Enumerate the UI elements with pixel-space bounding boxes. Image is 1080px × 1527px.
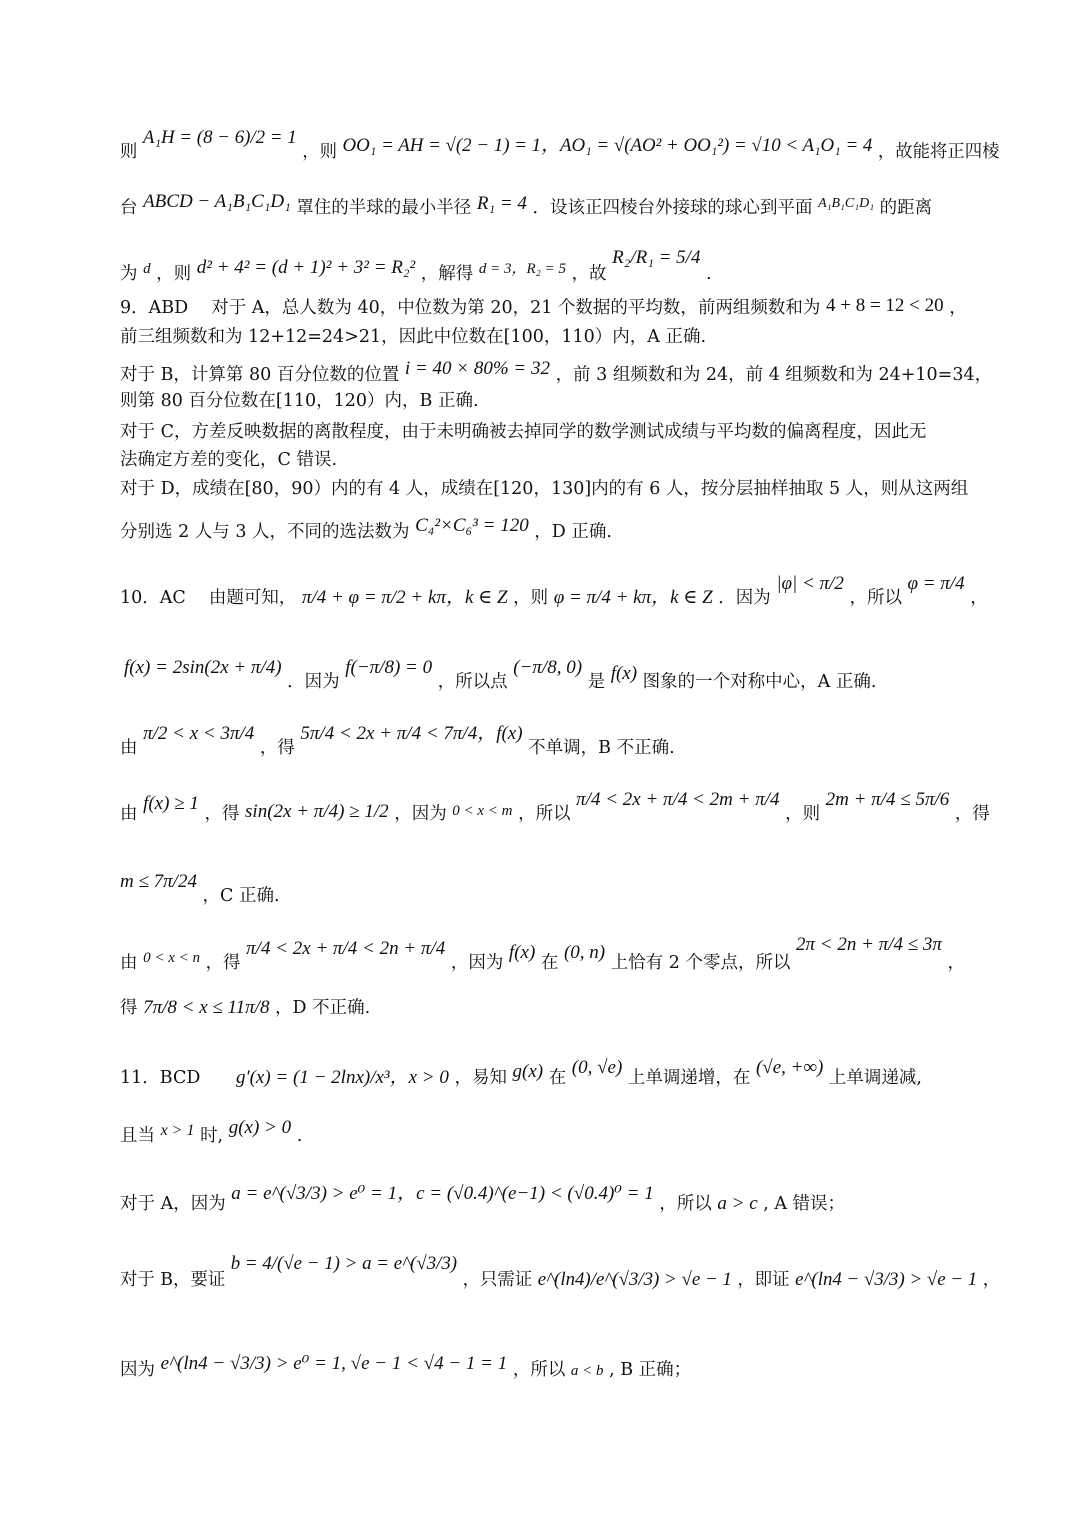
text: ，C 正确.: [202, 886, 280, 906]
text: 上单调递减,: [828, 1068, 922, 1088]
text: ，所以: [518, 804, 571, 824]
formula: i = 40 × 80% = 32: [404, 358, 550, 379]
sec9-line-4: 则第 80 百分位数在[110，120）内，B 正确.: [120, 391, 479, 411]
text: ，解得: [420, 264, 474, 284]
formula: e^(ln4 − √3/3) > e⁰ = 1, √e − 1 < √4 − 1 = 1: [160, 1353, 508, 1374]
text: 上单调递增，在: [627, 1068, 751, 1088]
sec9-line-7: 对于 D，成绩在[80，90）内的有 4 人，成绩在[120，130]内的有 6 人，按分层抽样抽取 5 人，则从这两组: [120, 479, 969, 499]
text: ，即证: [737, 1270, 790, 1290]
text: .: [296, 1126, 303, 1146]
sec9-line-1: [120, 296, 967, 320]
sec8-line-2: [120, 191, 933, 222]
formula: f(−π/8) = 0: [345, 657, 433, 678]
text: 台: [120, 198, 138, 218]
text: , B 正确；: [609, 1360, 692, 1380]
text: ，则: [513, 588, 549, 608]
sec11-line-5: [120, 1353, 692, 1383]
formula: x > 1: [160, 1122, 195, 1139]
formula: g(x) > 0: [228, 1117, 292, 1138]
text: ，则: [785, 804, 821, 824]
text: ，所以: [849, 588, 902, 608]
text: ．因为: [287, 672, 340, 692]
formula: b = 4/(√e − 1) > a = e^(√3/3): [230, 1253, 458, 1274]
text: 对于 B，计算第 80 百分位数的位置: [120, 365, 400, 385]
text: 且当: [120, 1126, 155, 1146]
text: 上恰有 2 个零点，所以: [610, 953, 791, 973]
sec11-line-3: [120, 1183, 846, 1216]
text: 是: [587, 672, 606, 692]
text: ，得: [954, 804, 990, 824]
formula: (0, n): [563, 942, 606, 963]
text: 对于 B，要证: [120, 1270, 226, 1290]
formula: |φ| < π/2: [776, 573, 844, 594]
text: ，则: [302, 142, 338, 162]
text: ，所以点: [437, 672, 508, 692]
formula: sin(2x + π/4) ≥ 1/2: [245, 801, 389, 822]
formula: d: [143, 261, 151, 277]
text: ，只需证: [462, 1270, 533, 1290]
text: ，: [947, 953, 966, 973]
sec11-line-2: [120, 1117, 303, 1149]
text: ，: [982, 1270, 1001, 1290]
text: 为: [120, 264, 138, 284]
formula: ABCD − A₁B₁C₁D₁: [143, 191, 291, 212]
text: ，得: [259, 738, 295, 758]
formula: R₁ = 4: [476, 193, 527, 214]
formula: e^(ln4 − √3/3) > √e − 1: [795, 1269, 978, 1290]
formula: 2π < 2n + π/4 ≤ 3π: [796, 934, 942, 955]
text: .: [706, 264, 712, 284]
sec9-line-5: 对于 C，方差反映数据的离散程度，由于未明确被去掉同学的数学测试成绩与平均数的偏离程度，因此无: [120, 422, 927, 442]
text: 罩住的半球的最小半径: [296, 198, 472, 218]
formula: A₁H = (8 − 6)/2 = 1: [142, 127, 297, 148]
text: ，D 正确.: [534, 522, 612, 542]
text: 在: [548, 1068, 567, 1088]
text: 分别选 2 人与 3 人，不同的选法数为: [120, 522, 410, 542]
formula: OO₁ = AH = √(2 − 1) = 1，AO₁ = √(AO² + OO₁²) = √10 < A₁O₁ = 4: [342, 135, 873, 156]
text: 时,: [200, 1126, 224, 1146]
sec10-line-5: [120, 871, 280, 908]
formula: φ = π/4 + kπ，k ∈ Z: [553, 587, 713, 608]
sec11-line-1: [120, 1057, 922, 1090]
text: 10．AC 由题可知，: [120, 588, 297, 608]
formula: a = e^(√3/3) > e⁰ = 1，c = (√0.4)^(e−1) < (√0.4)⁰ = 1: [231, 1183, 654, 1204]
text: ，则: [156, 264, 192, 284]
text: 9．ABD 对于 A，总人数为 40，中位数为第 20，21 个数据的平均数，前两组频数和为: [120, 298, 821, 318]
text: , A 错误；: [763, 1194, 846, 1214]
text: 则: [120, 142, 138, 162]
formula: 5π/4 < 2x + π/4 < 7π/4，f(x): [300, 723, 523, 744]
text: 不单调，B 不正确.: [528, 738, 675, 758]
formula: d² + 4² = (d + 1)² + 3² = R₂²: [196, 257, 416, 278]
text: 因为: [120, 1360, 155, 1380]
sec9-line-2: 前三组频数和为 12+12=24>21，因此中位数在[100，110）内，A 正确.: [120, 327, 707, 347]
text: ，得: [205, 953, 241, 973]
sec10-line-4: [120, 789, 990, 827]
formula: 0 < x < n: [143, 950, 200, 966]
formula: m ≤ 7π/24: [120, 871, 197, 892]
sec10-line-7: [120, 996, 370, 1020]
formula: π/4 < 2x + π/4 < 2n + π/4: [246, 938, 446, 959]
formula: f(x): [610, 663, 638, 684]
sec10-line-3: [120, 723, 675, 760]
formula: e^(ln4)/e^(√3/3) > √e − 1: [537, 1269, 732, 1290]
formula: 7π/8 < x ≤ 11π/8: [143, 997, 270, 1018]
text: ，: [949, 298, 967, 318]
formula: 0 < x < m: [452, 803, 513, 819]
text: ，因为: [394, 804, 447, 824]
formula: π/2 < x < 3π/4: [143, 723, 255, 744]
formula: 2m + π/4 ≤ 5π/6: [825, 789, 950, 810]
sec8-line-1: [120, 127, 1000, 164]
formula: f(x) ≥ 1: [143, 793, 199, 814]
text: 由: [120, 953, 138, 973]
text: ，: [970, 588, 988, 608]
formula: a > c: [717, 1193, 758, 1214]
text: ，故: [571, 264, 607, 284]
text: 由: [120, 738, 138, 758]
sec9-line-3: [120, 358, 993, 387]
formula: R₂/R₁ = 5/4: [612, 247, 701, 268]
formula: g′(x) = (1 − 2lnx)/x³，x > 0: [235, 1067, 449, 1088]
formula: C₄²×C₆³ = 120: [415, 515, 529, 536]
formula: A₁B₁C₁D₁: [818, 196, 875, 211]
formula: a < b: [570, 1363, 604, 1379]
sec9-line-6: 法确定方差的变化，C 错误.: [120, 450, 338, 470]
formula: (−π/8, 0): [513, 657, 583, 678]
text: 11．BCD: [120, 1068, 201, 1088]
text: 得: [120, 998, 138, 1018]
formula: f(x): [508, 942, 536, 963]
text: ，所以: [659, 1194, 712, 1214]
formula: f(x) = 2sin(2x + π/4): [124, 657, 282, 678]
sec10-line-6: [120, 934, 966, 976]
text: ，所以: [512, 1360, 566, 1380]
formula: π/4 + φ = π/2 + kπ，k ∈ Z: [301, 587, 508, 608]
text: ，D 不正确.: [275, 998, 371, 1018]
formula: π/4 < 2x + π/4 < 2m + π/4: [576, 789, 780, 810]
sec10-line-2: [120, 657, 877, 694]
sec9-line-8: [120, 515, 612, 544]
formula: φ = π/4: [907, 573, 965, 594]
text: 由: [120, 804, 138, 824]
formula: d = 3，R₂ = 5: [478, 261, 566, 277]
sec8-line-3: [120, 247, 712, 287]
text: ．设该正四棱台外接球的球心到平面: [532, 198, 813, 218]
text: 的距离: [879, 198, 933, 218]
text: 在: [540, 953, 559, 973]
text: ，前 3 组频数和为 24，前 4 组频数和为 24+10=34，: [555, 365, 993, 385]
sec11-line-4: [120, 1253, 1001, 1292]
formula: (0, √e): [571, 1057, 623, 1078]
text: ，易知: [454, 1068, 507, 1088]
formula: g(x): [512, 1061, 544, 1082]
text: ，得: [204, 804, 240, 824]
text: 对于 A，因为: [120, 1194, 226, 1214]
text: ，故能将正四棱: [877, 142, 1000, 162]
formula: 4 + 8 = 12 < 20: [826, 295, 944, 316]
text: ，因为: [450, 953, 504, 973]
text: ．因为: [718, 588, 771, 608]
text: 图象的一个对称中心，A 正确.: [642, 672, 877, 692]
sec10-line-1: [120, 573, 988, 610]
formula: (√e, +∞): [755, 1057, 824, 1078]
